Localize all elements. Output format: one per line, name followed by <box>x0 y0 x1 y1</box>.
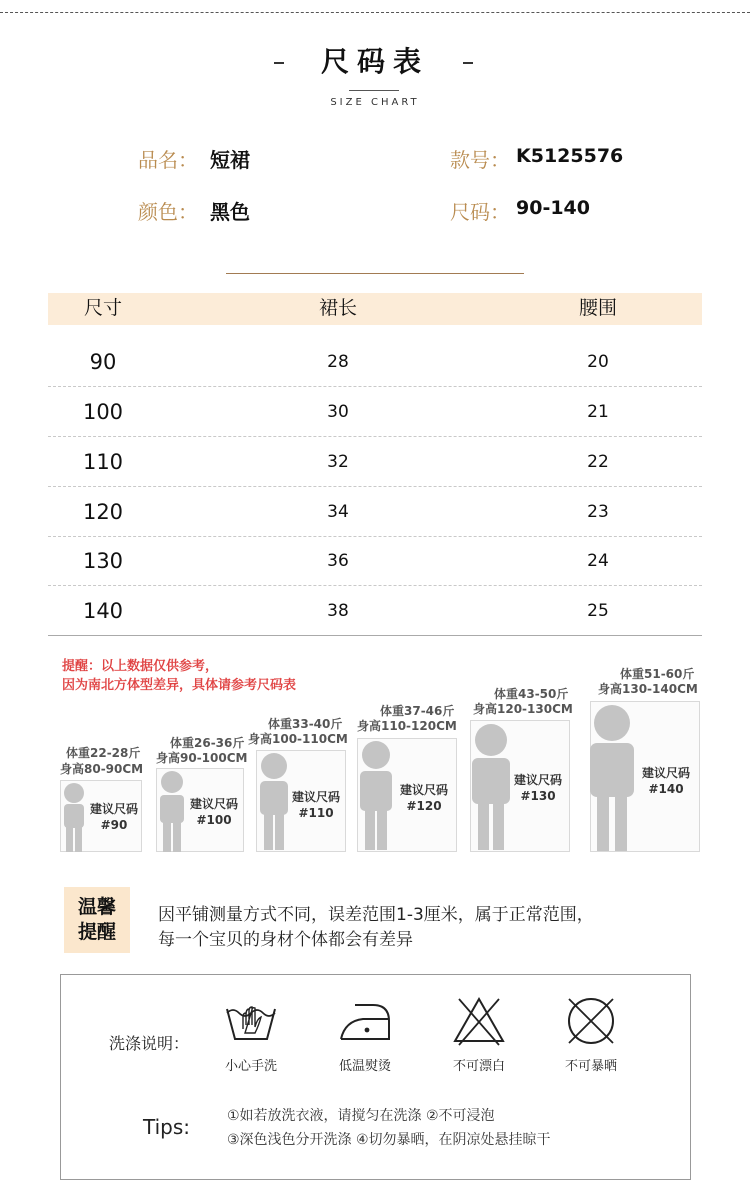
waist-cell: 23 <box>587 502 609 522</box>
warm-title-line1: 温馨 <box>77 896 116 918</box>
kid-height: 身高80-90CM <box>60 762 144 776</box>
table-row <box>48 487 702 537</box>
color-label: 颜色： <box>138 200 198 224</box>
size-cell: 100 <box>82 400 124 424</box>
kid-weight: 体重43-50斤 <box>494 687 569 701</box>
table-row <box>48 536 702 586</box>
no-bleach-caption: 不可漂白 <box>452 1059 505 1074</box>
size-table-header <box>48 293 702 325</box>
style-number-label: 款号： <box>450 148 510 172</box>
size-cell: 130 <box>82 549 124 573</box>
product-name-label: 品名： <box>138 148 198 172</box>
page-subtitle: SIZE CHART <box>330 97 420 108</box>
kid-weight: 体重37-46斤 <box>380 704 455 718</box>
top-dashed-divider <box>0 12 750 13</box>
kid-height: 身高130-140CM <box>598 682 698 696</box>
waist-cell: 22 <box>587 452 609 472</box>
style-number-value: K5125576 <box>516 145 624 167</box>
table-row <box>48 337 702 387</box>
size-cell: 120 <box>82 500 124 524</box>
kid-suggest-label: 建议尺码 <box>513 773 562 787</box>
child-silhouette-icon <box>584 703 640 853</box>
kid-suggest-label: 建议尺码 <box>89 802 138 816</box>
length-cell: 38 <box>327 601 349 621</box>
size-range-value: 90-140 <box>516 197 590 219</box>
kid-suggest-label: 建议尺码 <box>189 797 238 811</box>
length-cell: 36 <box>327 551 349 571</box>
kid-height: 身高90-100CM <box>156 751 248 765</box>
reference-note-line2: 因为南北方体型差异，具体请参考尺码表 <box>62 678 297 693</box>
warm-text-line1: 因平铺测量方式不同，误差范围1-3厘米，属于正常范围， <box>158 905 594 925</box>
kid-suggest-size: #90 <box>100 818 128 832</box>
waist-cell: 25 <box>587 601 609 621</box>
kid-suggest-label: 建议尺码 <box>399 783 448 797</box>
page-title-wrap <box>0 40 750 80</box>
hand-wash-icon <box>223 995 279 1045</box>
page-title: 尺码表 <box>320 45 429 78</box>
length-cell: 30 <box>327 402 349 422</box>
section-divider <box>226 273 524 274</box>
kid-height: 身高120-130CM <box>473 702 573 716</box>
length-cell: 28 <box>327 352 349 372</box>
title-right-dash <box>463 62 473 64</box>
tips-line1: ①如若放洗衣液，请搅匀在洗涤 ②不可浸泡 <box>227 1108 495 1124</box>
low-iron-caption: 低温熨烫 <box>338 1059 391 1074</box>
waist-cell: 20 <box>587 352 609 372</box>
title-underline <box>349 90 399 91</box>
kid-weight: 体重51-60斤 <box>620 667 695 681</box>
size-cell: 110 <box>82 450 124 474</box>
reference-note-line1: 提醒：以上数据仅供参考， <box>62 659 219 674</box>
kid-suggest-size: #130 <box>520 789 556 803</box>
size-cell: 140 <box>82 599 124 623</box>
waist-cell: 21 <box>587 402 609 422</box>
header-size: 尺寸 <box>83 297 122 319</box>
no-tumble-dry-caption: 不可暴晒 <box>564 1059 617 1074</box>
product-name-value: 短裙 <box>210 148 250 172</box>
tips-line2: ③深色浅色分开洗涤 ④切勿暴晒，在阴凉处悬挂晾干 <box>227 1132 551 1148</box>
kid-suggest-label: 建议尺码 <box>641 766 690 780</box>
table-row <box>48 437 702 487</box>
kid-weight: 体重26-36斤 <box>170 736 245 750</box>
kid-weight: 体重22-28斤 <box>66 746 141 760</box>
header-skirt-length: 裙长 <box>318 297 357 319</box>
size-range-label: 尺码： <box>450 200 510 224</box>
length-cell: 32 <box>327 452 349 472</box>
no-bleach-icon <box>451 995 507 1047</box>
no-tumble-dry-icon <box>563 993 619 1049</box>
kid-suggest-label: 建议尺码 <box>291 790 340 804</box>
care-instructions-panel <box>60 974 691 1180</box>
kid-suggest-size: #120 <box>406 799 442 813</box>
warm-title-line2: 提醒 <box>77 921 116 943</box>
table-row <box>48 387 702 437</box>
warm-text-line2: 每一个宝贝的身材个体都会有差异 <box>158 930 413 950</box>
kid-weight: 体重33-40斤 <box>268 717 343 731</box>
table-row <box>48 586 702 636</box>
kid-suggest-size: #110 <box>298 806 334 820</box>
waist-cell: 24 <box>587 551 609 571</box>
length-cell: 34 <box>327 502 349 522</box>
care-title: 洗涤说明： <box>109 1034 190 1053</box>
tips-label: Tips: <box>143 1115 191 1139</box>
kid-height: 身高110-120CM <box>357 719 457 733</box>
hand-wash-caption: 小心手洗 <box>224 1059 277 1074</box>
kid-height: 身高100-110CM <box>248 732 348 746</box>
kid-suggest-size: #140 <box>648 782 684 796</box>
size-cell: 90 <box>89 350 117 374</box>
kid-suggest-size: #100 <box>196 813 232 827</box>
low-iron-icon <box>337 999 393 1043</box>
header-waist: 腰围 <box>578 297 617 319</box>
color-value: 黑色 <box>210 200 250 224</box>
warm-reminder-badge <box>64 887 130 953</box>
